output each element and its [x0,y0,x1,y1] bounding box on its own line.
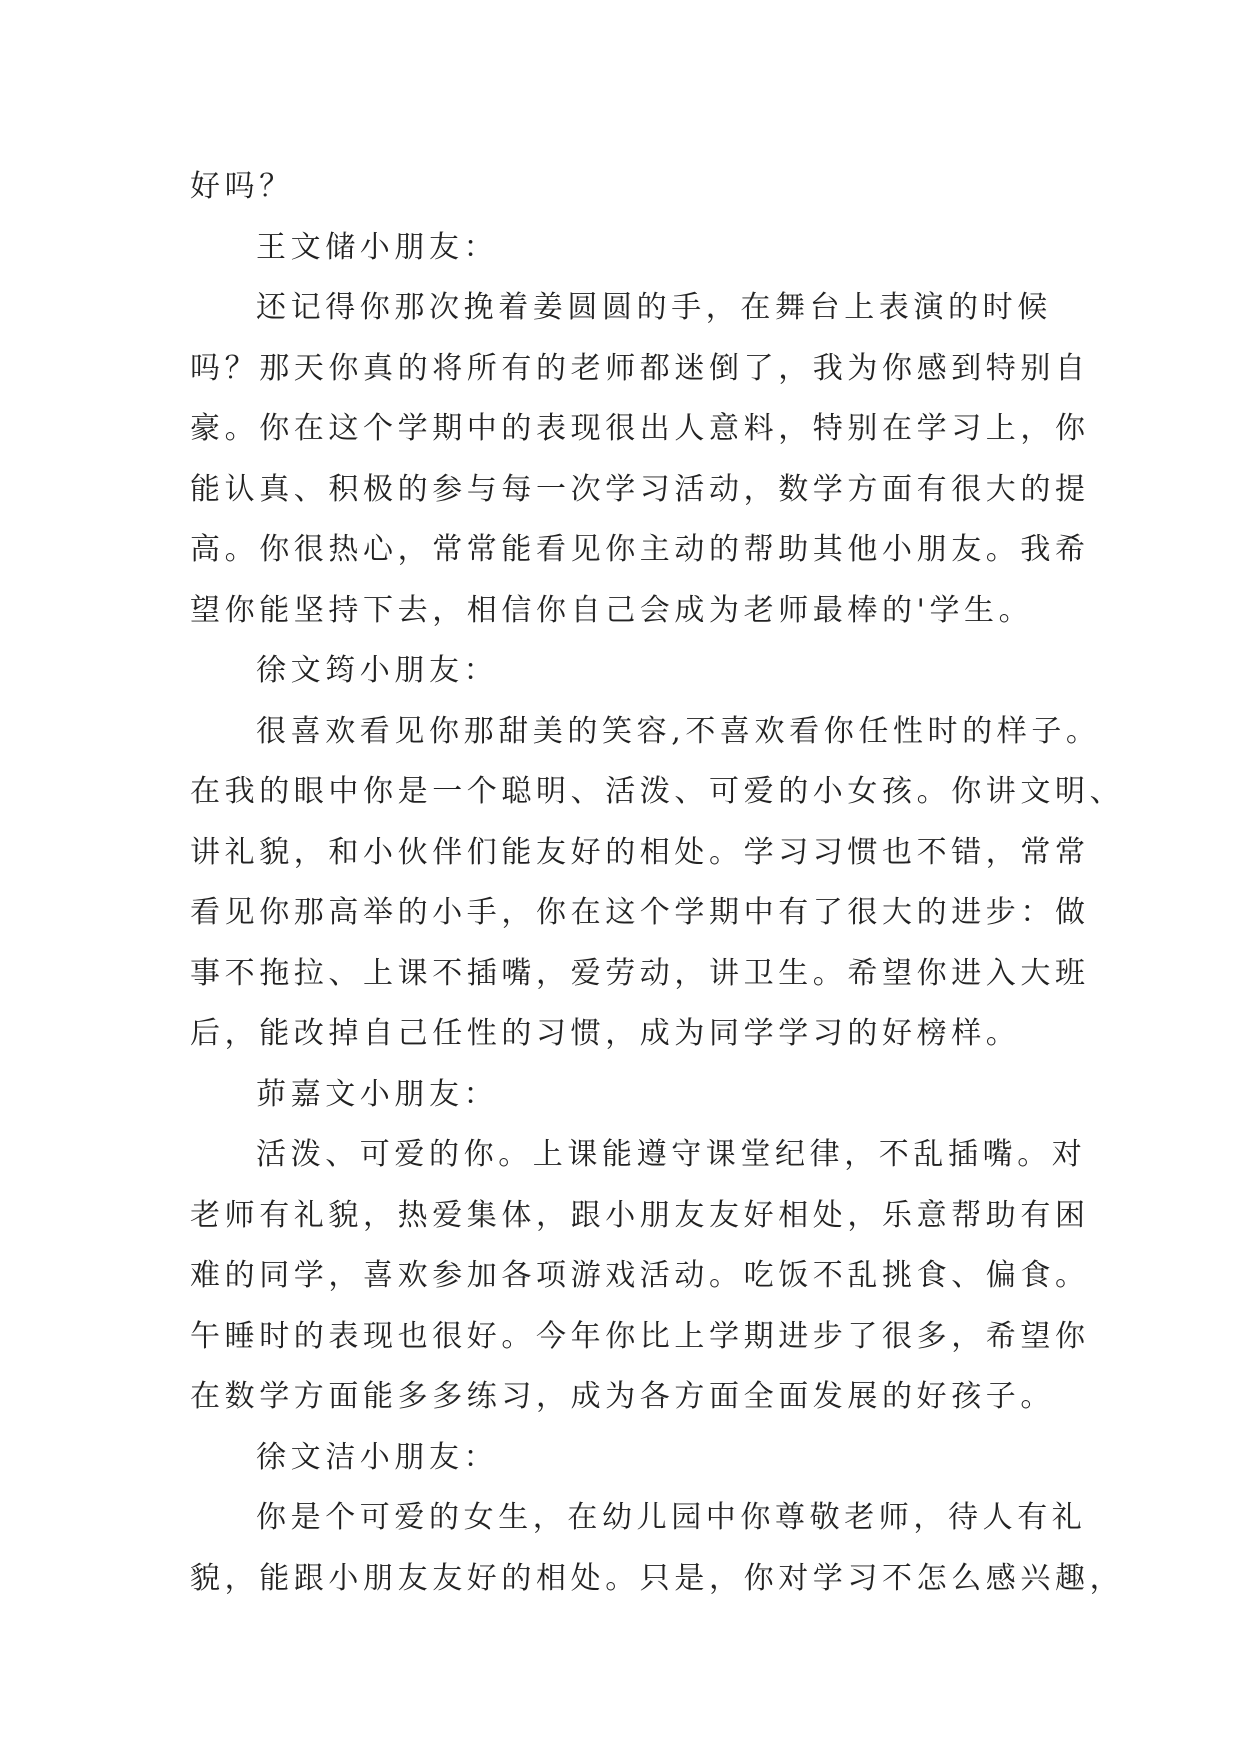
text-line: 好吗？ [190,169,294,204]
text-line: 难的同学，喜欢参加各项游戏活动。吃饭不乱挑食、偏食。 [190,1258,1090,1293]
text-line: 你是个可爱的女生，在幼儿园中你尊敬老师，待人有礼 [256,1500,1087,1535]
text-line: 吗？那天你真的将所有的老师都迷倒了，我为你感到特别自 [190,350,1090,386]
recipient-heading: 徐文洁小朋友： [256,1439,499,1475]
text-line: 豪。你在这个学期中的表现很出人意料，特别在学习上，你 [190,411,1090,446]
text-line: 能认真、积极的参与每一次学习活动，数学方面有很大的提 [190,471,1090,507]
text-line: 在我的眼中你是一个聪明、活泼、可爱的小女孩。你讲文明、 [190,774,1125,809]
recipient-heading: 茆嘉文小朋友： [256,1076,499,1112]
text-line: 午睡时的表现也很好。今年你比上学期进步了很多，希望你 [190,1318,1090,1354]
text-line: 活泼、可爱的你。上课能遵守课堂纪律，不乱插嘴。对 [256,1137,1087,1172]
document-body [190,157,1125,1609]
text-line: 貌，能跟小朋友友好的相处。只是，你对学习不怎么感兴趣， [190,1560,1125,1596]
text-line: 望你能坚持下去，相信你自己会成为老师最棒的'学生。 [190,592,1034,628]
text-line: 在数学方面能多多练习，成为各方面全面发展的好孩子。 [190,1379,1055,1414]
text-line: 事不拖拉、上课不插嘴，爱劳动，讲卫生。希望你进入大班 [190,955,1090,991]
text-line: 看见你那高举的小手，你在这个学期中有了很大的进步：做 [190,895,1090,930]
text-line: 讲礼貌，和小伙伴们能友好的相处。学习习惯也不错，常常 [190,834,1090,870]
text-line: 高。你很热心，常常能看见你主动的帮助其他小朋友。我希 [190,532,1090,567]
text-line: 后，能改掉自己任性的习惯，成为同学学习的好榜样。 [190,1016,1021,1051]
text-line: 很喜欢看见你那甜美的笑容,不喜欢看你任性时的样子。 [256,713,1101,749]
text-line: 老师有礼貌，热爱集体，跟小朋友友好相处，乐意帮助有困 [190,1197,1090,1233]
recipient-heading: 王文储小朋友： [256,229,499,265]
recipient-heading: 徐文筠小朋友： [256,653,499,688]
text-line: 还记得你那次挽着姜圆圆的手，在舞台上表演的时候 [256,290,1052,325]
